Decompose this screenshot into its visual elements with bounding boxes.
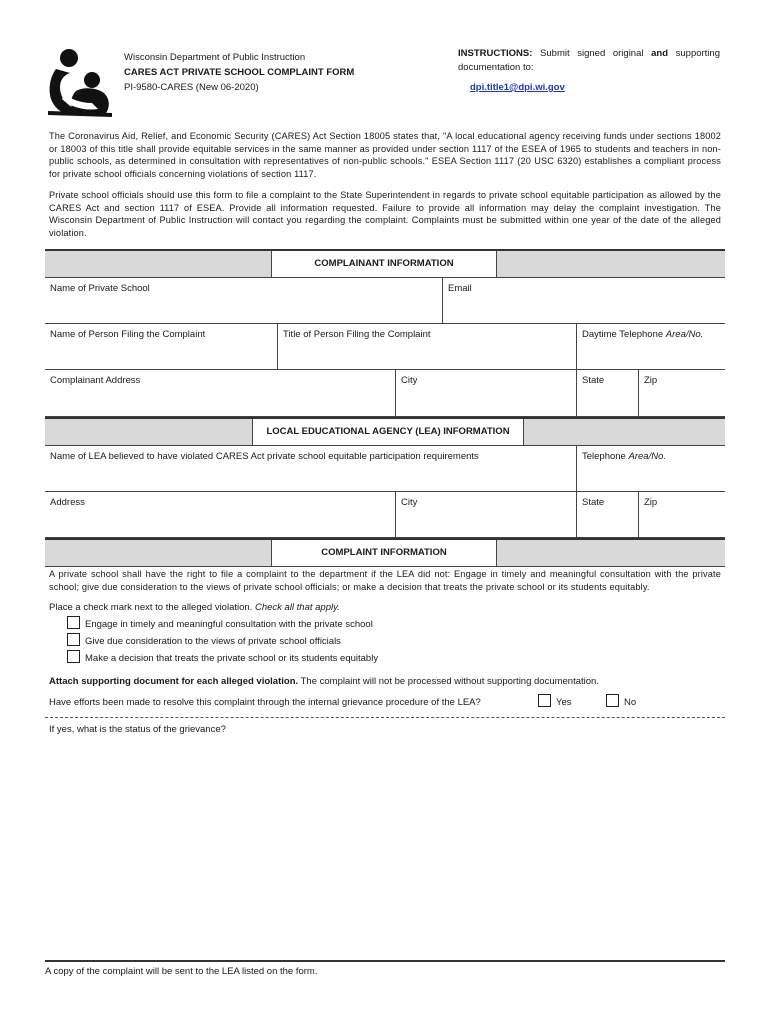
checkmark-prompt-text: Place a check mark next to the alleged violation. bbox=[49, 602, 253, 613]
lea-address-field[interactable] bbox=[45, 491, 395, 537]
complainant-zip-label: Zip bbox=[644, 375, 658, 386]
instructions-text-1: Submit signed original bbox=[540, 48, 644, 59]
grievance-yes-option[interactable] bbox=[538, 694, 572, 708]
violation-checkbox-due-consideration[interactable] bbox=[67, 633, 80, 646]
complaint-rights-text: A private school shall have the right to file a complaint to the department if the LEA did not: Engage in timely and meaningful consultation with the private school; give due consideration to the views of private school officials; or make a decision that treats the private school or its students equitably. bbox=[49, 569, 721, 592]
lea-section-header bbox=[45, 417, 725, 446]
lea-zip-label: Zip bbox=[644, 497, 658, 508]
checkmark-prompt-hint: Check all that apply. bbox=[254, 602, 340, 613]
grievance-yes-label: Yes bbox=[556, 697, 572, 708]
email-label: Email bbox=[448, 283, 472, 294]
lea-phone-field[interactable] bbox=[576, 445, 725, 491]
grievance-no-checkbox[interactable] bbox=[606, 694, 619, 707]
person-name-field[interactable] bbox=[45, 323, 277, 369]
lea-city-label: City bbox=[401, 497, 418, 508]
dashed-divider bbox=[45, 717, 725, 718]
footer-divider bbox=[45, 960, 725, 962]
lea-row-2 bbox=[45, 491, 725, 538]
form-id: PI-9580-CARES (New 06-2020) bbox=[124, 82, 259, 93]
lea-state-label: State bbox=[582, 497, 605, 508]
complainant-row-2 bbox=[45, 323, 725, 370]
complainant-zip-field[interactable] bbox=[638, 369, 725, 416]
lea-name-label: Name of LEA believed to have violated CARES Act private school equitable participation requirements bbox=[50, 451, 479, 462]
attach-notice bbox=[49, 676, 599, 687]
form-title: CARES ACT PRIVATE SCHOOL COMPLAINT FORM bbox=[124, 67, 355, 78]
grievance-no-option[interactable] bbox=[606, 694, 636, 708]
dpi-logo bbox=[46, 47, 114, 117]
department-name: Wisconsin Department of Public Instruction bbox=[124, 52, 306, 63]
lea-zip-field[interactable] bbox=[638, 491, 725, 537]
attach-notice-text: The complaint will not be processed without supporting documentation. bbox=[300, 676, 599, 687]
intro-paragraph-1: The Coronavirus Aid, Relief, and Economic Security (CARES) Act Section 18005 states that, "A local educational agency receiving funds under sections 18002 or 18003 of this title shall provide equitable services in the same manner as provided under section 1117 of the ESEA of 1965 to students and teachers in non-public schools, as determined in consultation with representatives of non-public schools." ESEA Section 1117 (20 USC 6320) establishes a compliant process for private school officials concerning violations of section 1117. bbox=[49, 131, 721, 179]
submission-email-link[interactable]: dpi.title1@dpi.wi.gov bbox=[470, 82, 565, 93]
complainant-heading: COMPLAINANT INFORMATION bbox=[271, 251, 497, 277]
person-name-label: Name of Person Filing the Complaint bbox=[50, 329, 206, 340]
intro-paragraph-2: Private school officials should use this form to file a complaint to the State Superintendent in regards to private school equitable participation as allowed by the CARES Act and section 1117 of ESEA. Provide all information requested. Failure to provide all information may delay the complaint investigation. The Wisconsin Department of Public Instruction will contact you regarding the complaint. Complaints must be submitted within one year of the date of the alleged violation. bbox=[49, 190, 721, 238]
grievance-no-label: No bbox=[624, 697, 637, 708]
lea-name-field[interactable] bbox=[45, 445, 576, 491]
violation-checkbox-equitable-decision[interactable] bbox=[67, 650, 80, 663]
violation-option[interactable] bbox=[67, 650, 378, 667]
grievance-yes-checkbox[interactable] bbox=[538, 694, 551, 707]
instructions-block bbox=[458, 47, 720, 95]
lea-phone-label: Telephone bbox=[582, 451, 626, 462]
private-school-name-field[interactable] bbox=[45, 277, 442, 323]
daytime-phone-label: Daytime Telephone bbox=[582, 329, 664, 340]
complaint-section-header bbox=[45, 538, 725, 567]
violation-option[interactable] bbox=[67, 633, 378, 650]
complainant-state-field[interactable] bbox=[576, 369, 638, 416]
attach-notice-bold: Attach supporting document for each alleged violation. bbox=[49, 676, 299, 687]
daytime-phone-field[interactable] bbox=[576, 323, 725, 369]
violation-checkbox-consultation[interactable] bbox=[67, 616, 80, 629]
lea-state-field[interactable] bbox=[576, 491, 638, 537]
violation-options bbox=[67, 616, 378, 667]
instructions-label: INSTRUCTIONS: bbox=[458, 48, 533, 59]
instructions-and: and bbox=[651, 48, 668, 59]
complainant-city-label: City bbox=[401, 375, 418, 386]
lea-row-1 bbox=[45, 445, 725, 492]
violation-option-label: Give due consideration to the views of private school officials bbox=[85, 636, 341, 647]
complainant-row-1 bbox=[45, 277, 725, 324]
person-title-field[interactable] bbox=[277, 323, 576, 369]
complainant-section-header bbox=[45, 249, 725, 278]
lea-phone-hint: Area/No. bbox=[628, 451, 666, 462]
complainant-row-3 bbox=[45, 369, 725, 417]
instructions-text-2: supporting documentation to: bbox=[458, 48, 720, 73]
complainant-state-label: State bbox=[582, 375, 605, 386]
complaint-heading: COMPLAINT INFORMATION bbox=[271, 540, 497, 566]
grievance-status-label: If yes, what is the status of the grievance? bbox=[49, 724, 226, 735]
complainant-city-field[interactable] bbox=[395, 369, 576, 416]
complainant-address-label: Complainant Address bbox=[50, 375, 141, 386]
grievance-status-field[interactable] bbox=[45, 740, 725, 955]
email-field[interactable] bbox=[442, 277, 725, 323]
daytime-phone-hint: Area/No. bbox=[665, 329, 704, 340]
grievance-question: Have efforts been made to resolve this complaint through the internal grievance procedure of the LEA? bbox=[49, 697, 481, 708]
lea-heading: LOCAL EDUCATIONAL AGENCY (LEA) INFORMATION bbox=[252, 419, 524, 445]
lea-address-label: Address bbox=[50, 497, 85, 508]
header-block bbox=[124, 50, 354, 95]
private-school-name-label: Name of Private School bbox=[50, 283, 150, 294]
person-title-label: Title of Person Filing the Complaint bbox=[283, 329, 431, 340]
violation-option-label: Make a decision that treats the private school or its students equitably bbox=[85, 653, 379, 664]
footer-note: A copy of the complaint will be sent to the LEA listed on the form. bbox=[45, 966, 318, 977]
complainant-address-field[interactable] bbox=[45, 369, 395, 416]
violation-option-label: Engage in timely and meaningful consultation with the private school bbox=[85, 619, 373, 630]
lea-city-field[interactable] bbox=[395, 491, 576, 537]
checkmark-prompt bbox=[49, 602, 340, 613]
violation-option[interactable] bbox=[67, 616, 378, 633]
